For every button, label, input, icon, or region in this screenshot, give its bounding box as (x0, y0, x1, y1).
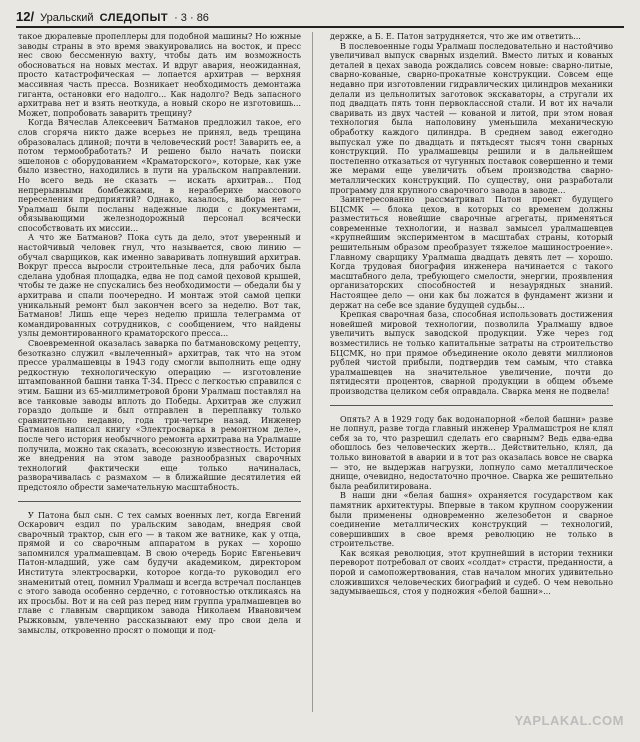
paragraph: Опять? А в 1929 году бак водонапорной «белой башни» разве не лопнул, разве тогда главный инженер Уралмашстроя не клял себя за то, что разрешил сделать его сварным? Ведь едва-едва обошлось без человеческих жертв... Действительно, клял, да только виноватой в аварии и в тот раз оказалась вовсе не сварка — это, не выдержав нагрузки, лопнуло само металлическое днище, очевидно, недостаточно прочное. Сварка же решительно была реабилитирована. (330, 413, 613, 491)
paragraph: Заинтересованно рассматривал Патон проект будущего БЦСМК — блока цехов, в которых со временем должны разместиться новейшие сварочные агрегаты, применяться современные технологии, и назвал замысел уралмашевцев «крупнейшим экспериментом в масштабах страны, который решительным образом преобразует тяжелое машиностроение». Главному сварщику Уралмаша двадцать девять лет — хорошо. Когда трудовая биография инженера начинается с такого масштабного дела, требующего смелости, энергии, проявления организаторских способностей и незаурядных знаний. Настоящее дело — они как бы ложатся в фундамент жизни и держат на себе все здание будущей судьбы... (330, 194, 613, 310)
region-label: Уральский (40, 12, 94, 24)
paragraph: В наши дни «белая башня» охраняется государством как памятник архитектуры. Впервые в таком крупном сооружении были применены одновременно железобетон и сварное соединение металлических конструкций — технологий, совершивших в свое время революцию не только в строительстве. (330, 490, 613, 549)
column-divider (312, 32, 313, 712)
section-divider (18, 501, 301, 502)
paragraph: А что же Батманов? Пока суть да дело, этот уверенный и настойчивый человек гнул, что называется, свою линию — обучал сварщиков, как именно заваривать лопнувший архитрав. Вокруг пресса выросли строительные леса, для рабочих была сделана удобная площадка, едва не под самой цеховой крышей, чтобы те даже не спускались без необходимости — обедали бы у архитрава и спали поочередно. И монтаж этой самой цепки уникальный ремонт был закончен всего за неделю. Вот так, Батманов! Лишь еще через неделю пришла телеграмма от командированных сотрудников, с сообщением, что найдены узлы демонтированного краматорского пресса... (18, 232, 301, 339)
paragraph: Как всякая революция, этот крупнейший в истории техники переворот потребовал от своих «солдат» страсти, преданности, а порой и самопожертвования, став началом многих удивительно сложившихся человеческих биографий и судеб. О чем невольно задумываешься, стоя у подножия «белой башни»... (330, 547, 613, 597)
paragraph: такое дюралевые пропеллеры для подобной машины? Но южные заводы страны в это время эвакуировались на восток, и пресс нес свою бессменную вахту, чтобы дать им возможность обосноваться на новых местах. И вдруг авария, неожиданная, просто катастрофическая — лопается архитрав — верхняя массивная часть пресса. Возникает необходимость демонтажа гиганта, остановки его надолго... Как надолго? Ведь запасного архитрава нет и взять неоткуда, а новый скоро не изготовишь... Может, попробовать заварить трещину? (18, 31, 301, 118)
paragraph: Своевременной оказалась заварка по батмановскому рецепту, безотказно служил «вылеченный» архитрав, так что на этом прессе уралмашевцы в 1943 году смогли выполнить еще одну редкостную технологическую операцию — изготовление штампованной башни танка Т-34. Пресс с легкостью справился с этим. Башни из 65-миллиметровой брони Уралмаш поставлял на все танковые заводы вплоть до Победы. Архитрав же служил гораздо дольше и был отправлен в переплавку только сравнительно недавно, года три-четыре назад. Инженер Батманов написал книгу «Электросварка в ремонтном деле», после чего история необычного ремонта архитрава на Уралмаше получила, можно так сказать, всесоюзную известность. История же внедрения на этом заводе разнообразных сварочных технологий фактически еще только начиналась, разворачивалась с размахом — в ближайшие десятилетия ей предстояло обрести замечательную масштабность. (18, 338, 301, 492)
page-header (16, 4, 624, 24)
paragraph: У Патона был сын. С тех самых военных лет, когда Евгений Оскарович ездил по уральским заводам, внедряя свой сварочный трактор, сын его — в таком же ватнике, как у отца, прямой и со сварочным аппаратом в руках — хорошо запомнился уралмашевцам. В свою очередь Борис Евгеньевич Патон-младший, уже сам будучи академиком, директором Института электросварки, которое когда-то руководил его знаменитый отец, помнил Уралмаш и всегда встречал посланцев с этого завода особенно сердечно, с готовностью откликаясь на их просьбы. Вот и на сей раз перед ним группа уралмашевцев во главе с главным сварщиком завода Николаем Ивановичем Рыжковым, увлеченно рассказывают ему про свои дела и замыслы, откровенно просят о помощи и под- (18, 509, 301, 635)
paragraph: держке, а Б. Е. Патон затрудняется, что же им ответить... (330, 31, 581, 41)
right-column (330, 32, 613, 597)
issue-label: · 3 · 86 (174, 12, 209, 24)
magazine-title: СЛЕДОПЫТ (99, 12, 169, 24)
left-column (18, 32, 301, 635)
section-divider (330, 405, 613, 406)
paragraph: Крепкая сварочная база, способная использовать достижения новейшей мировой технологии, позволила Уралмашу вдвое увеличить выпуск заводской продукции. Уже через год возместились не только капитальные затраты на строительство БЦСМК, но при прямое объединение около девяти миллионов рублей чистой прибыли, подтвердив тем самым, что ставка уралмашевцев на значительное увеличение, почти до пятидесяти процентов, сварной продукции в общем объеме производства целиком себя оправдала. Сварка меня не подвела! (330, 309, 613, 396)
header-rule (16, 26, 624, 28)
watermark: YAPLAKAL.COM (514, 713, 624, 728)
page-number: 12/ (16, 9, 35, 24)
paragraph: В послевоенные годы Уралмаш последовательно и настойчиво увеличивал выпуск сварных изделий. Вместо литых и кованых деталей в цехах завода рождались совсем новые: сварно-литые, сварно-кованые, сварно-прокатные конструкции. Совсем еще недавно при изготовлении гидравлических цилиндров механики делали из цельнолитых заготовок экскаваторы, а стругали их под двадцать пять тонн первоклассной стали. И вот их начали сваривать из двух частей — кованой и литой, при этом новая технология была наполовину уменьшила механическую обработку каждого цилиндра. В среднем завод ежегодно выпускал уже по двадцать и пятьдесят тысяч тонн сварных конструкций. По уралмашевцы решили и в дальнейшем постепенно отказаться от чугунных поставок совершенно и теми же мерами еще увеличить объем производства сварно-металлических конструкций. По существу, они разработали программу для крупного сварочного завода в заводе... (330, 40, 613, 195)
paragraph: Когда Вячеслав Алексеевич Батманов предложил такое, его слов сгоряча никто даже всерьез не принял, ведь трещина образовалась длиной; почти в человеческий рост! Заварить ее, а потом термообработать? И решено было начать поиски эшелонов с оборудованием «Краматорского», которые, как уже было известно, находились в пути на уральском направлении. Но всего ведь не сказать — искать архитрав... Под непрерывными бомбежками, в неразберихе массового переселения предприятий? Однако, казалось, выбора нет — Уралмаш были посланы надежные люди с документами, обязывающими железнодорожный персонал всячески способствовать их миссии... (18, 117, 301, 233)
